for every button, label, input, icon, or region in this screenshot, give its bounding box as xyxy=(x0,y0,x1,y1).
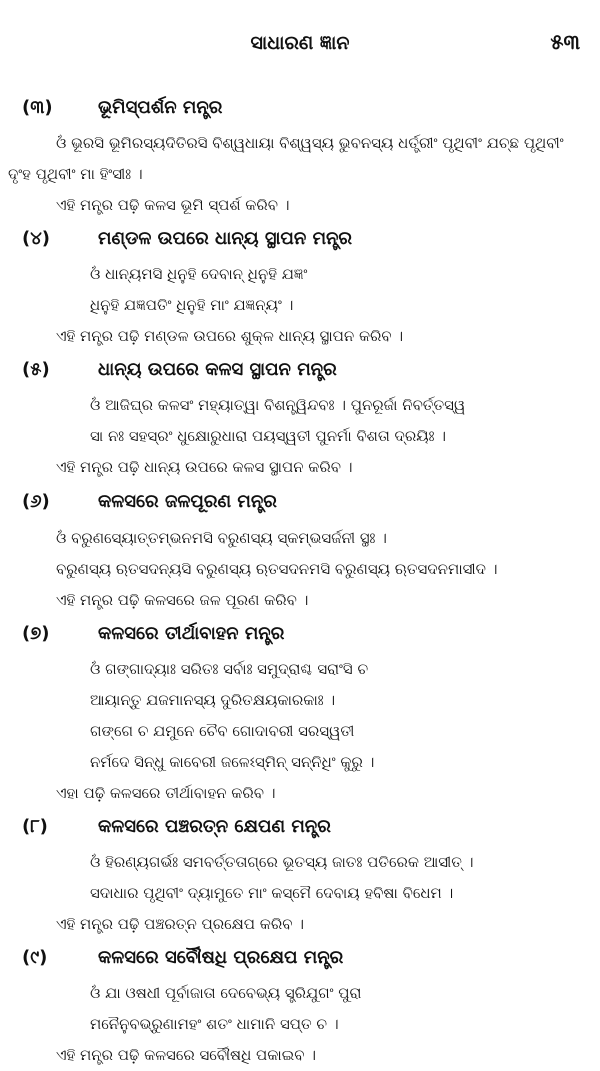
section-heading xyxy=(0,352,600,386)
mantra-section xyxy=(0,483,600,616)
section-title: କଳସରେ ପଞ୍ଚରତ୍ନ କ୍ଷେପଣ ମନ୍ତ୍ର xyxy=(98,815,331,837)
text-line: ଓଁ ବରୁଣସ୍ୟୋତ୍ତମ୍ଭନମସି ବରୁଣସ୍ୟ ସ୍କମ୍ଭସର୍ଜନୀ ସ୍ଥଃ । xyxy=(56,529,387,547)
section-heading xyxy=(0,940,600,974)
section-number: (୫) xyxy=(22,358,50,380)
text-line: ଏହି ମନ୍ତ୍ର ପଢ଼ି ମଣ୍ଡଳ ଉପରେ ଶୁକ୍ଳ ଧାନ୍ୟ ସ୍ଥାପନ କରିବ । xyxy=(56,327,404,345)
section-number: (୪) xyxy=(22,227,50,249)
section-title: ଧାନ୍ୟ ଉପରେ କଳସ ସ୍ଥାପନ ମନ୍ତ୍ର xyxy=(98,358,337,380)
mantra-section xyxy=(0,352,600,483)
section-heading xyxy=(0,809,600,843)
mantra-verse-line: ମନୈନୁବଭ୍ରୁଣାମହଂ ଶତଂ ଧାମାନି ସପ୍ତ ଚ । xyxy=(90,1015,339,1033)
text-line: ବରୁଣସ୍ୟ ଋତସଦନ୍ୟସି ବରୁଣସ୍ୟ ଋତସଦନମସି ବରୁଣସ୍ୟ ଋତସଦନମାସୀଦ । xyxy=(56,560,498,578)
mantra-verse-line: ସଦାଧାର ପୃଥିବୀଂ ଦ୍ୟାମୁତେ ମାଂ କସ୍ମୈ ଦେବାୟ ହବିଷା ବିଧେମ । xyxy=(90,884,454,902)
section-number: (୯) xyxy=(22,946,48,968)
section-title: କଳସରେ ତୀର୍ଥାବାହନ ମନ୍ତ୍ର xyxy=(98,622,285,644)
text-line: ଏହି ମନ୍ତ୍ର ପଢ଼ି କଳସରେ ଜଳ ପୂରଣ କରିବ । xyxy=(56,591,309,609)
section-number: (୬) xyxy=(22,490,50,512)
mantra-verse-line: ନର୍ମଦେ ସିନ୍ଧୁ କାବେରୀ ଜଳେଽସ୍ମିନ୍ ସନ୍ନିଧିଂ କୁରୁ । xyxy=(90,753,375,771)
section-heading xyxy=(0,221,600,255)
page-header xyxy=(0,0,600,84)
section-title: କଳସରେ ଜଳପୂରଣ ମନ୍ତ୍ର xyxy=(98,490,277,512)
running-title: ସାଧାରଣ ଜ୍ଞାନ xyxy=(250,32,350,54)
mantra-section xyxy=(0,90,600,221)
section-title: ଭୂମିସ୍ପର୍ଶନ ମନ୍ତ୍ର xyxy=(98,96,223,118)
mantra-verse-line: ଓଁ ଧାନ୍ୟମସି ଧିନୁହି ଦେବାନ୍ ଧିନୁହି ଯଜ୍ଞଂ xyxy=(90,265,308,283)
mantra-verse-line: ଓଁ ଗଙ୍ଗାଦ୍ୟାଃ ସରିତଃ ସର୍ବାଃ ସମୁଦ୍ରାଶ୍ଚ ସରାଂସି ଚ xyxy=(90,660,369,678)
text-line: ଏହି ମନ୍ତ୍ର ପଢ଼ି ଧାନ୍ୟ ଉପରେ କଳସ ସ୍ଥାପନ କରିବ । xyxy=(56,458,353,476)
text-line: ଓଁ ଭୂରସି ଭୂମିରସ୍ୟଦିତିରସି ବିଶ୍ୱଧାୟା ବିଶ୍ୱସ୍ୟ ଭୁବନସ୍ୟ ଧର୍ତ୍ତ୍ରୀଂ ପୃଥିବୀଂ ଯଚ୍ଛ ପୃଥିବୀଂ xyxy=(56,134,564,152)
text-line: ଏହି ମନ୍ତ୍ର ପଢ଼ି ପଞ୍ଚରତ୍ନ ପ୍ରକ୍ଷେପ କରିବ । xyxy=(56,915,304,933)
page-number: ୫୩ xyxy=(550,30,580,54)
section-title: ମଣ୍ଡଳ ଉପରେ ଧାନ୍ୟ ସ୍ଥାପନ ମନ୍ତ୍ର xyxy=(98,227,353,249)
text-line: ଏହି ମନ୍ତ୍ର ପଢ଼ି କଳସ ଭୂମି ସ୍ପର୍ଶ କରିବ । xyxy=(56,196,290,214)
text-line: ଦୃଂହ ପୃଥିବୀଂ ମା ହିଂସୀଃ । xyxy=(8,165,143,183)
mantra-verse-line: ଆୟାନ୍ତୁ ଯଜମାନସ୍ୟ ଦୁରିତକ୍ଷୟକାରକାଃ । xyxy=(90,691,336,709)
mantra-verse-line: ଓଁ ଯା ଓଷଧୀ ପୂର୍ବାଜାତା ଦେବେଭ୍ୟ ସ୍ତ୍ରିଯୁଗଂ ପୁରା xyxy=(90,984,362,1002)
mantra-section xyxy=(0,940,600,1071)
section-heading xyxy=(0,90,600,124)
mantra-verse-line: ଗଙ୍ଗେ ଚ ଯମୁନେ ଚୈବ ଗୋଦାବରୀ ସରସ୍ୱତୀ xyxy=(90,722,355,740)
section-number: (୩) xyxy=(22,96,53,118)
mantra-section xyxy=(0,616,600,809)
section-heading xyxy=(0,483,600,519)
section-heading xyxy=(0,616,600,650)
mantra-verse-line: ଧିନୁହି ଯଜ୍ଞପତିଂ ଧିନୁହି ମାଂ ଯଜ୍ଞନ୍ୟଂ । xyxy=(90,296,294,314)
mantra-verse-line: ଓଁ ଆଜିଘ୍ର କଳସଂ ମହ୍ୟାତ୍ୱା ବିଶନ୍ତ୍ୱିନ୍ଦବଃ । ପୁନରୂର୍ଜା ନିବର୍ତ୍ତସ୍ୱ xyxy=(90,396,466,414)
mantra-section xyxy=(0,221,600,352)
mantra-verse-line: ଓଁ ହିରଣ୍ୟଗର୍ଭଃ ସମବର୍ତ୍ତତାଗ୍ରେ ଭୂତସ୍ୟ ଜାତଃ ପତିରେକ ଆସୀତ୍ । xyxy=(90,853,474,871)
mantra-verse-line: ସା ନଃ ସହସ୍ରଂ ଧୁକ୍ଷୋରୁଧାରା ପୟସ୍ୱତୀ ପୁନର୍ମା ବିଶତା ଦ୍ରୟିଃ । xyxy=(90,427,446,445)
text-line: ଏହା ପଢ଼ି କଳସରେ ତୀର୍ଥାବାହନ କରିବ । xyxy=(56,784,276,802)
section-number: (୭) xyxy=(22,622,50,644)
section-title: କଳସରେ ସର୍ବୌଷଧି ପ୍ରକ୍ଷେପ ମନ୍ତ୍ର xyxy=(98,946,344,968)
page-body xyxy=(0,90,600,1071)
mantra-section xyxy=(0,809,600,940)
text-line: ଏହି ମନ୍ତ୍ର ପଢ଼ି କଳସରେ ସର୍ବୌଷଧି ପକାଇବ । xyxy=(56,1046,316,1064)
section-number: (୮) xyxy=(22,815,48,837)
